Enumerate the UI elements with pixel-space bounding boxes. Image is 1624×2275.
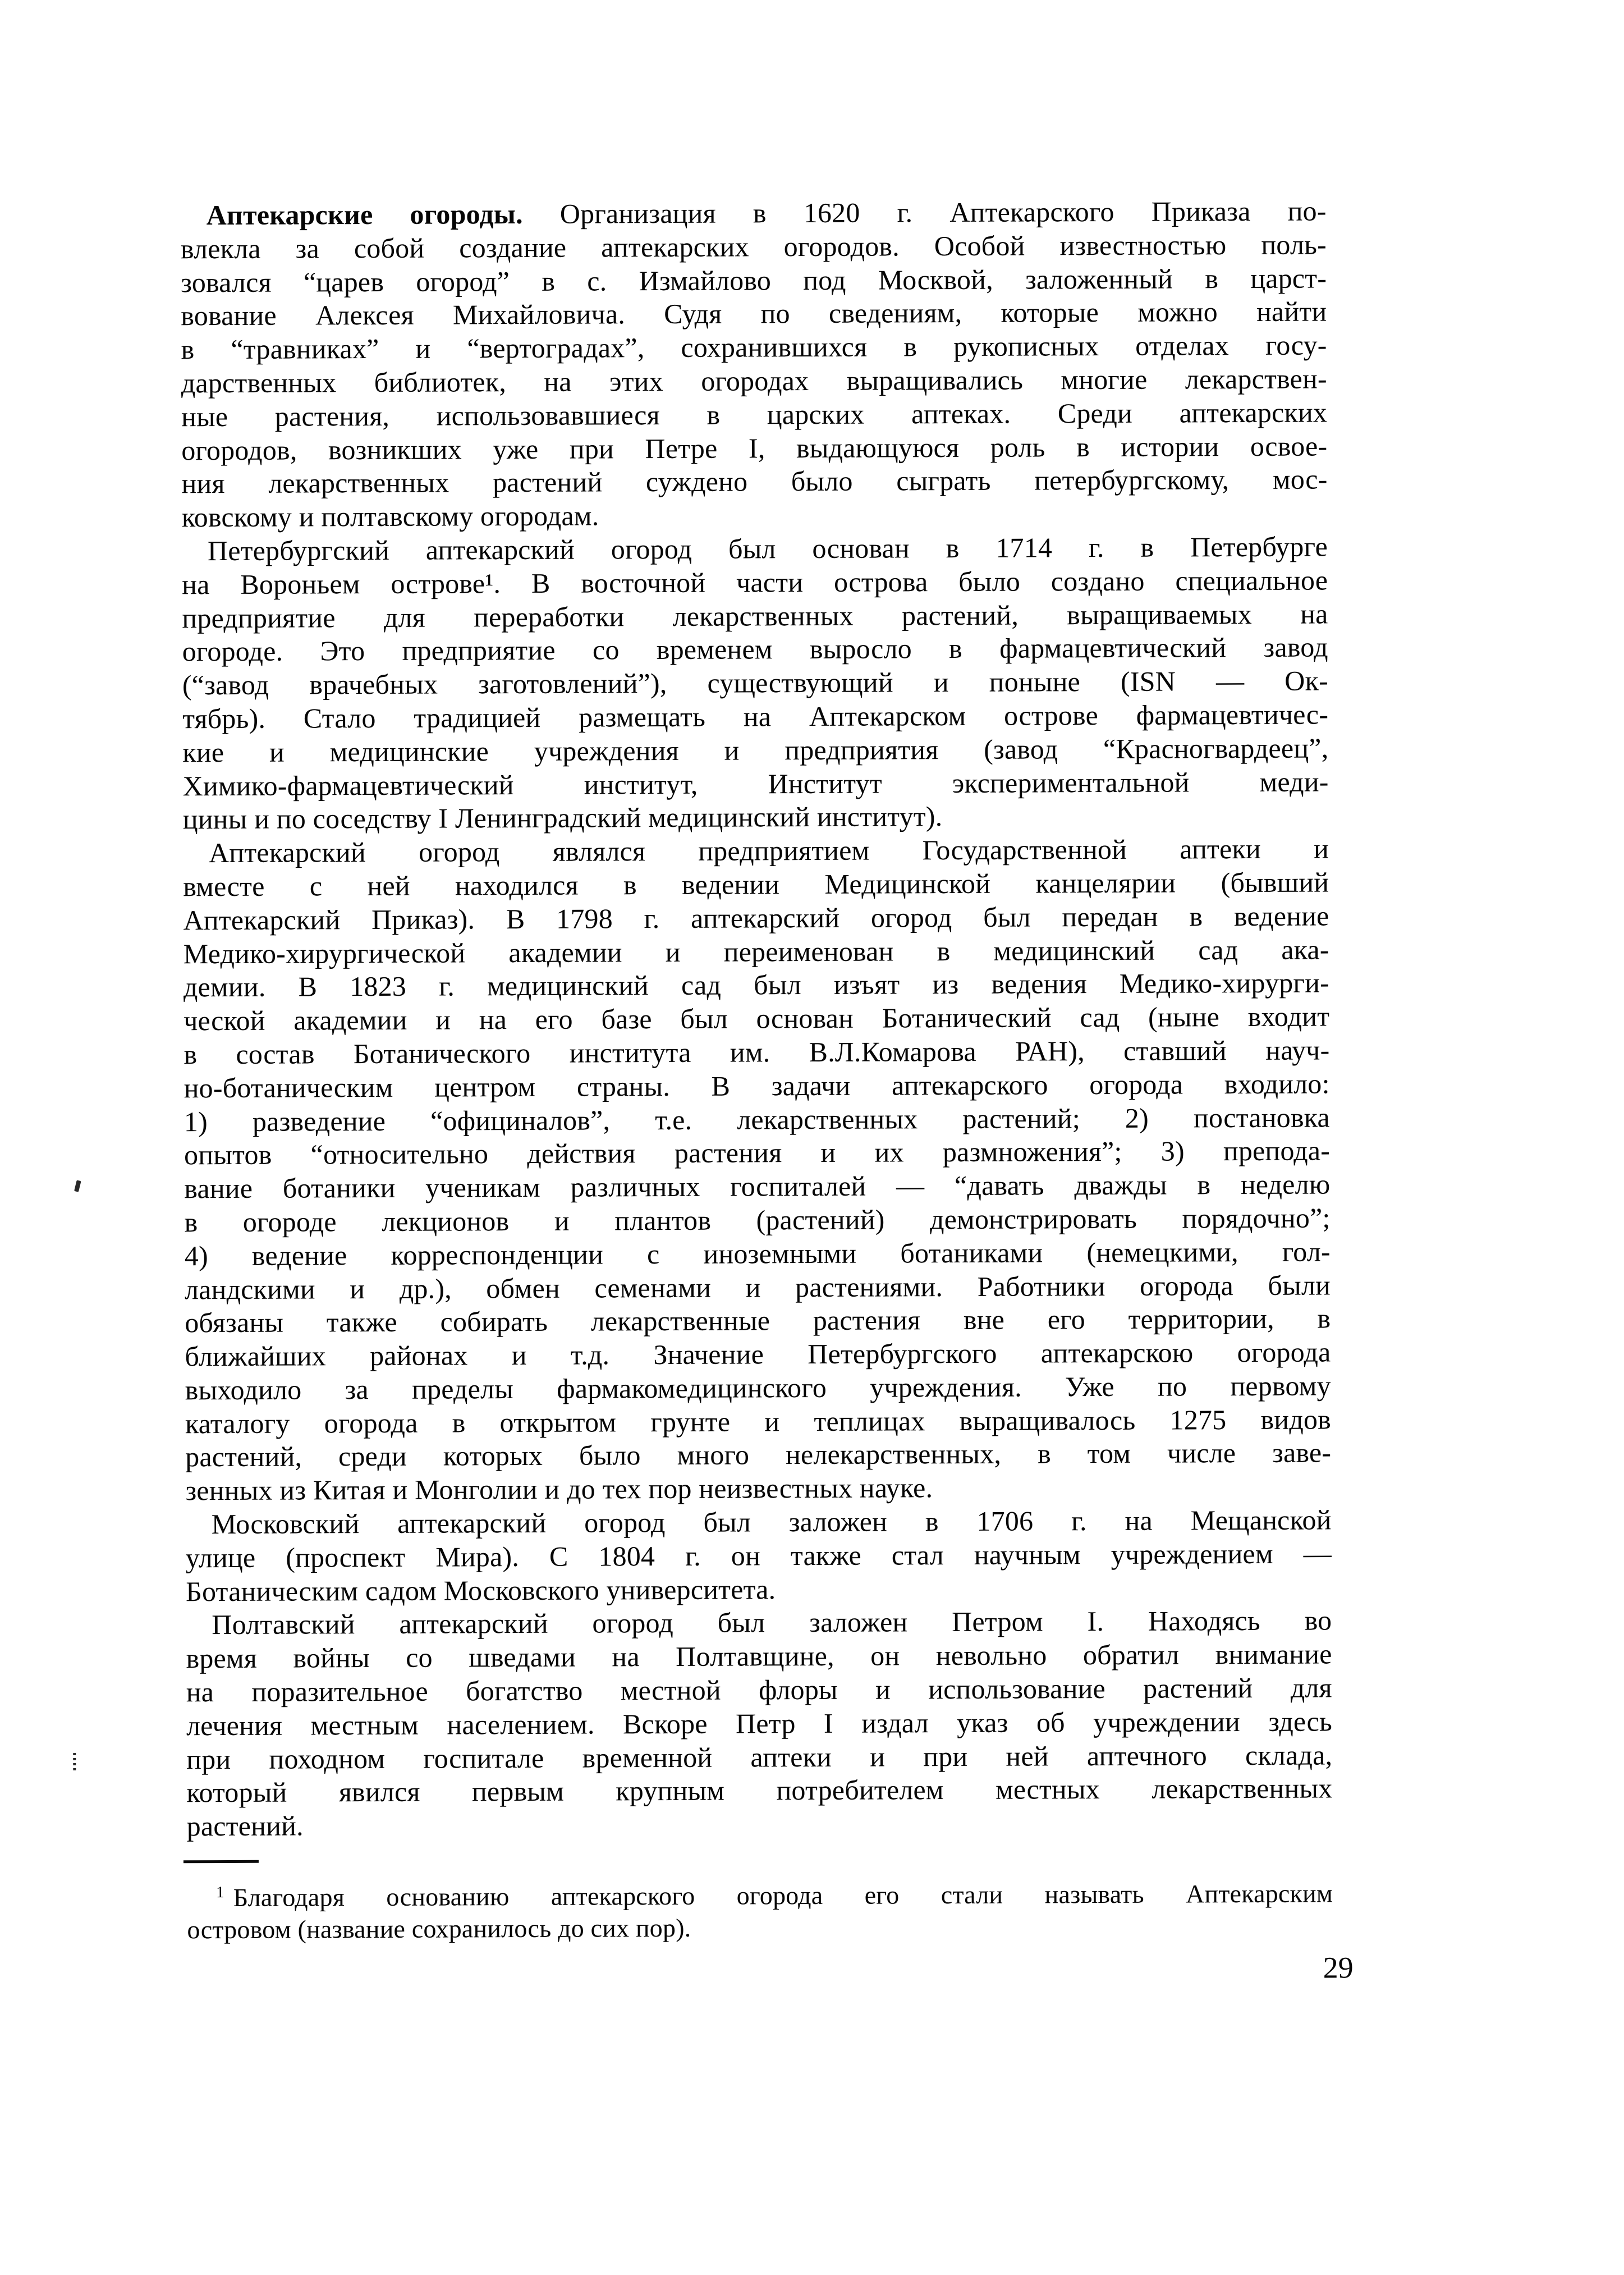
- page-number: 29: [1323, 1951, 1354, 1985]
- text-line: вместе с ней находился в ведении Медицинской канцелярии (бывший: [183, 866, 1329, 903]
- text-line: Петербургский аптекарский огород был основан в 1714 г. в Петербурге: [207, 530, 1328, 567]
- text-line: влекла за собой создание аптекарских огородов. Особой известностью поль-: [180, 228, 1327, 265]
- text-line: ближайших районах и т.д. Значение Петербургского аптекарскою огорода: [185, 1336, 1331, 1372]
- text-line: тябрь). Стало традицией размещать на Аптекарском острове фармацевтичес-: [182, 698, 1329, 735]
- text-line: опытов “относительно действия растения и их размножения”; 3) препода-: [184, 1134, 1331, 1171]
- text-line: растений, среди которых было много нелекарственных, в том числе заве-: [185, 1436, 1332, 1473]
- text-line: Ботаническим садом Московского университета.: [185, 1573, 776, 1607]
- text-line: предприятие для переработки лекарственных растений, выращиваемых на: [182, 598, 1328, 634]
- footnote-text: [187, 1877, 1333, 1946]
- text-line: улице (проспект Мира). С 1804 г. он также стал научным учреждением —: [185, 1537, 1332, 1574]
- text-line: ния лекарственных растений суждено было сыграть петербургскому, мос-: [181, 463, 1328, 500]
- text-line: Медико-хирургической академии и переименован в медицинский сад ака-: [183, 933, 1329, 969]
- text-line: в огороде лекционов и плантов (растений) демонстрировать порядочно”;: [184, 1202, 1331, 1238]
- footnote-divider: [183, 1860, 259, 1864]
- text-line: ческой академии и на его базе был основан Ботанический сад (ныне входит: [183, 1000, 1330, 1037]
- text-line: $^1$ Благодаря основанию аптекарского огорода его стали называть Аптекарским: [216, 1879, 1333, 1912]
- text-line: Аптекарский Приказ). В 1798 г. аптекарский огород был передан в ведение: [183, 900, 1329, 936]
- text-line: островом (название сохранилось до сих пор).: [187, 1913, 691, 1944]
- text-line: выходило за пределы фармакомедицинского учреждения. Уже по первому: [185, 1370, 1331, 1406]
- text-line: 4) ведение корреспонденции с иноземными ботаниками (немецкими, гол-: [184, 1235, 1331, 1271]
- text-line: но-ботаническим центром страны. В задачи аптекарского огорода входило:: [183, 1068, 1330, 1104]
- text-line: лечения местным населением. Вскоре Петр I издал указ об учреждении здесь: [186, 1705, 1333, 1742]
- text-line: на Вороньем острове¹. В восточной части острова было создано специальное: [182, 564, 1328, 601]
- text-line: ные растения, использовавшиеся в царских аптеках. Среди аптекарских: [181, 396, 1328, 433]
- text-line: в состав Ботанического института им. В.Л.Комарова РАН), ставший науч-: [183, 1034, 1330, 1070]
- text-line: обязаны также собирать лекарственные растения вне его территории, в: [185, 1302, 1331, 1339]
- footnote-marker: 1: [216, 1883, 224, 1901]
- text-line: каталогу огорода в открытом грунте и теплицах выращивалось 1275 видов: [185, 1403, 1332, 1439]
- text-line: ландскими и др.), обмен семенами и растениями. Работники огорода были: [184, 1269, 1331, 1305]
- paragraph-lead-bold: Аптекарские огороды.: [206, 198, 523, 231]
- text-line: цины и по соседству I Ленинградский медицинский институт).: [182, 800, 943, 835]
- text-line: время войны со шведами на Полтавщине, он невольно обратил внимание: [186, 1638, 1332, 1674]
- text-line: Химико-фармацевтический институт, Институт экспериментальной меди-: [182, 766, 1329, 802]
- text-line: вование Алексея Михайловича. Судя по сведениям, которые можно найти: [181, 295, 1327, 332]
- scan-speck: [74, 1180, 81, 1192]
- text-line: вание ботаники ученикам различных госпиталей — “давать дважды в неделю: [184, 1168, 1331, 1205]
- text-line: Аптекарские огороды. Организация в 1620 г. Аптекарского Приказа по-: [206, 195, 1327, 231]
- text-line: в “травниках” и “вертоградах”, сохранившихся в рукописных отделах госу-: [181, 329, 1327, 365]
- text-line: зенных из Китая и Монголии и до тех пор неизвестных науке.: [185, 1472, 933, 1507]
- scan-speck: [73, 1753, 76, 1771]
- text-line: (“завод врачебных заготовлений”), существующий и поныне (ISN — Ок-: [182, 665, 1328, 701]
- body-text: [181, 194, 1333, 1843]
- text-line: который явился первым крупным потребителем местных лекарственных: [186, 1772, 1333, 1809]
- text-line: кие и медицинские учреждения и предприятия (завод “Красногвардеец”,: [182, 732, 1329, 768]
- text-line: Аптекарский огород являлся предприятием Государственной аптеки и: [208, 832, 1329, 869]
- text-line: при походном госпитале временной аптеки и при ней аптечного склада,: [186, 1739, 1333, 1775]
- text-line: демии. В 1823 г. медицинский сад был изъят из ведения Медико-хирурги-: [183, 967, 1330, 1003]
- text-line: огородов, возникших уже при Петре I, выдающуюся роль в истории освое-: [181, 430, 1328, 466]
- text-line: на поразительное богатство местной флоры и использование растений для: [186, 1672, 1332, 1708]
- text-line: ковскому и полтавскому огородам.: [181, 500, 599, 533]
- text-line: растений.: [186, 1810, 304, 1842]
- text-line: Полтавский аптекарский огород был заложен Петром I. Находясь во: [212, 1604, 1332, 1641]
- text-line: Московский аптекарский огород был заложен в 1706 г. на Мещанской: [211, 1504, 1332, 1540]
- text-line: зовался “царев огород” в с. Измайлово под Москвой, заложенный в царст-: [181, 262, 1327, 298]
- text-line: огороде. Это предприятие со временем выросло в фармацевтический завод: [182, 631, 1328, 667]
- text-line: 1) разведение “официналов”, т.е. лекарственных растений; 2) постановка: [183, 1101, 1330, 1137]
- text-line: дарственных библиотек, на этих огородах выращивались многие лекарствен-: [181, 363, 1327, 399]
